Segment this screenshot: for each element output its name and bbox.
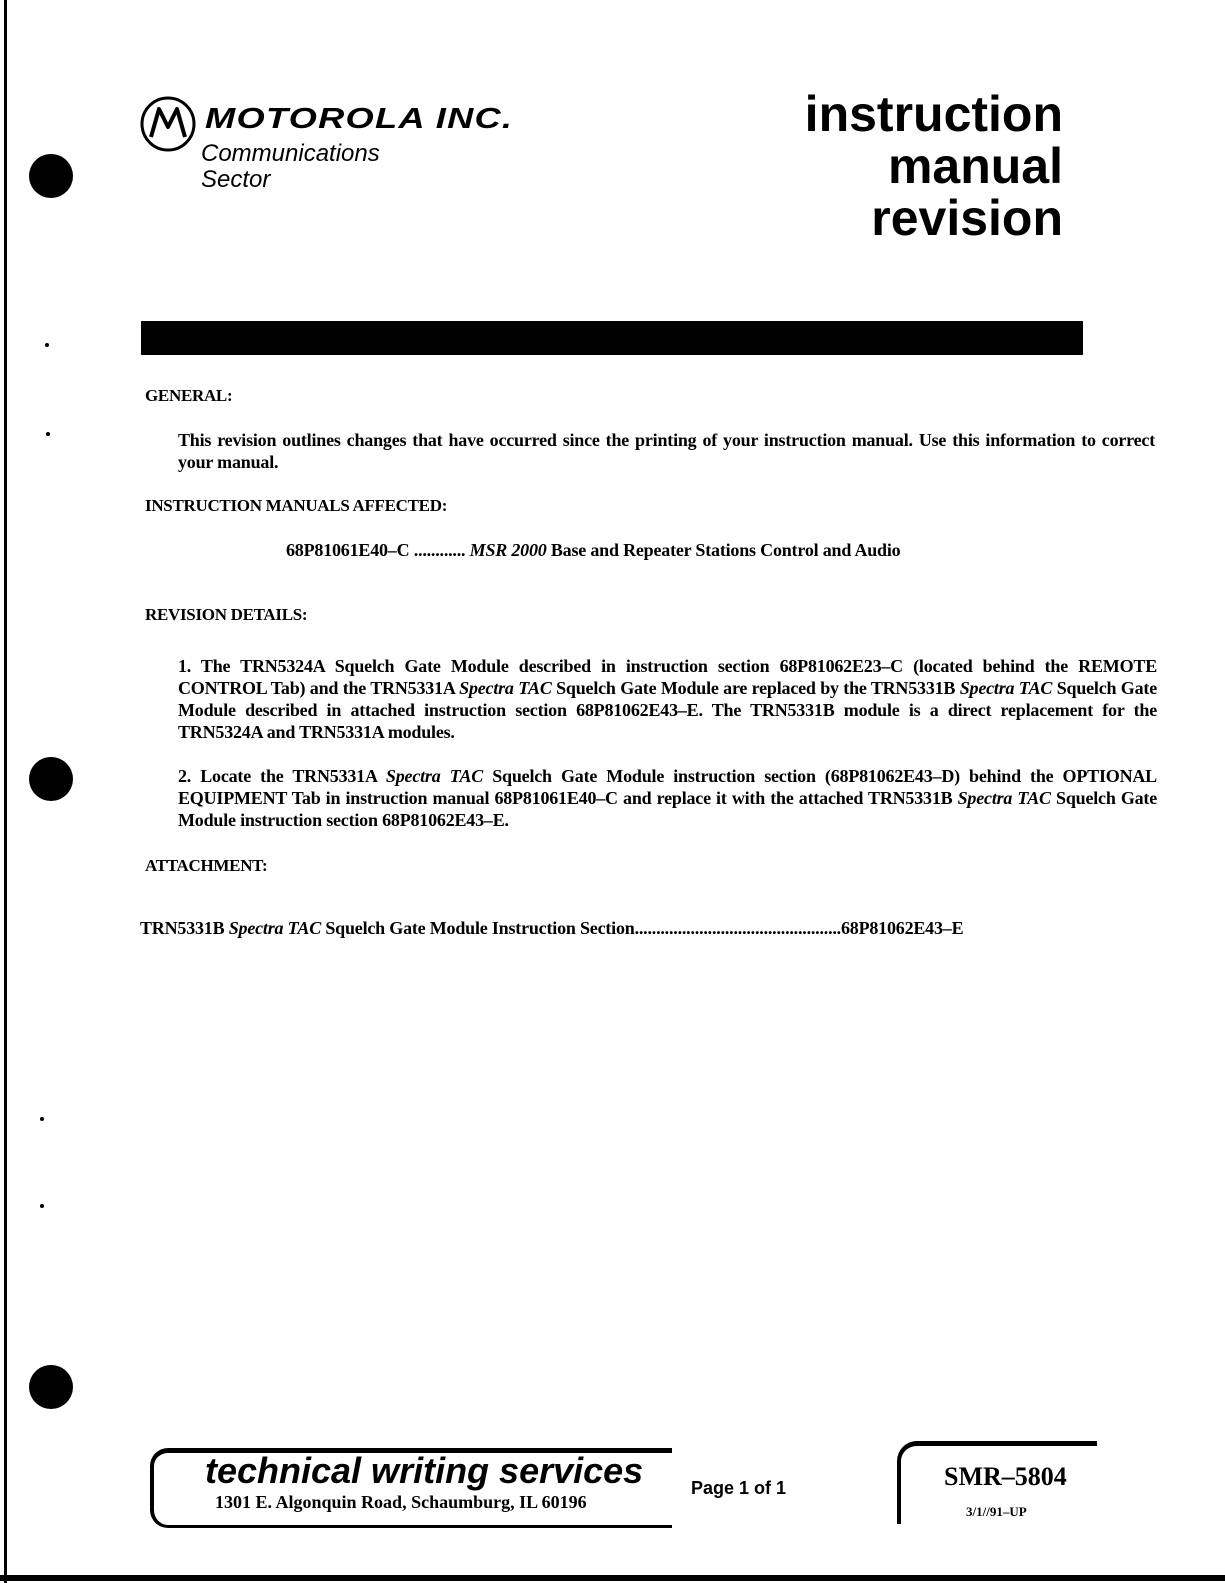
header-bar: [141, 321, 1083, 355]
binder-hole-top: [29, 154, 73, 198]
date-code: 3/1//91–UP: [966, 1504, 1027, 1519]
manuals-affected-heading: INSTRUCTION MANUALS AFFECTED:: [145, 496, 448, 515]
footer-department: technical writing services: [205, 1450, 644, 1491]
scan-speck: [46, 432, 50, 436]
attachment-heading: ATTACHMENT:: [145, 856, 268, 875]
binder-hole-middle: [29, 757, 73, 801]
revision-details-heading: REVISION DETAILS:: [145, 605, 308, 624]
document-number: SMR–5804: [944, 1462, 1067, 1491]
scan-speck: [45, 343, 49, 347]
motorola-logo-icon: [139, 95, 197, 153]
general-heading: GENERAL:: [145, 386, 233, 405]
document-title: instruction manual revision: [804, 86, 1063, 246]
revision-item-1: 1. The TRN5324A Squelch Gate Module described in instruction section 68P81062E23–C (located behind the REMOTE CONTROL Tab) and the TRN5331A Spectra TAC Squelch Gate Module are replaced by the TRN5331B Spectra TAC Squelch Gate Module described in attached instruction section 68P81062E43–E. The TRN5331B module is a direct replacement for the TRN5324A and TRN5331A modules.: [178, 656, 1157, 742]
page-number: Page 1 of 1: [691, 1478, 787, 1498]
division-name: Communications Sector: [201, 140, 380, 193]
binder-edge-line: [4, 0, 7, 1583]
general-text: This revision outlines changes that have occurred since the printing of your instruction manual. Use this information to correct your manual.: [178, 430, 1155, 472]
scan-speck: [40, 1204, 44, 1208]
revision-item-2: 2. Locate the TRN5331A Spectra TAC Squelch Gate Module instruction section (68P81062E43–D) behind the OPTIONAL EQUIPMENT Tab in instruction manual 68P81061E40–C and replace it with the attached TRN5331B Spectra TAC Squelch Gate Module instruction section 68P81062E43–E.: [178, 766, 1158, 830]
scan-speck: [40, 1117, 44, 1121]
company-name: MOTOROLA INC.: [205, 103, 514, 135]
manual-entry: 68P81061E40–C ............ MSR 2000 Base and Repeater Stations Control and Audio: [286, 540, 901, 560]
binder-hole-bottom: [29, 1365, 73, 1409]
attachment-entry: TRN5331B Spectra TAC Squelch Gate Module Instruction Section................................................68P81062E43–E: [140, 918, 964, 938]
bottom-edge-line: [0, 1575, 1225, 1581]
footer-address: 1301 E. Algonquin Road, Schaumburg, IL 60196: [215, 1492, 587, 1512]
